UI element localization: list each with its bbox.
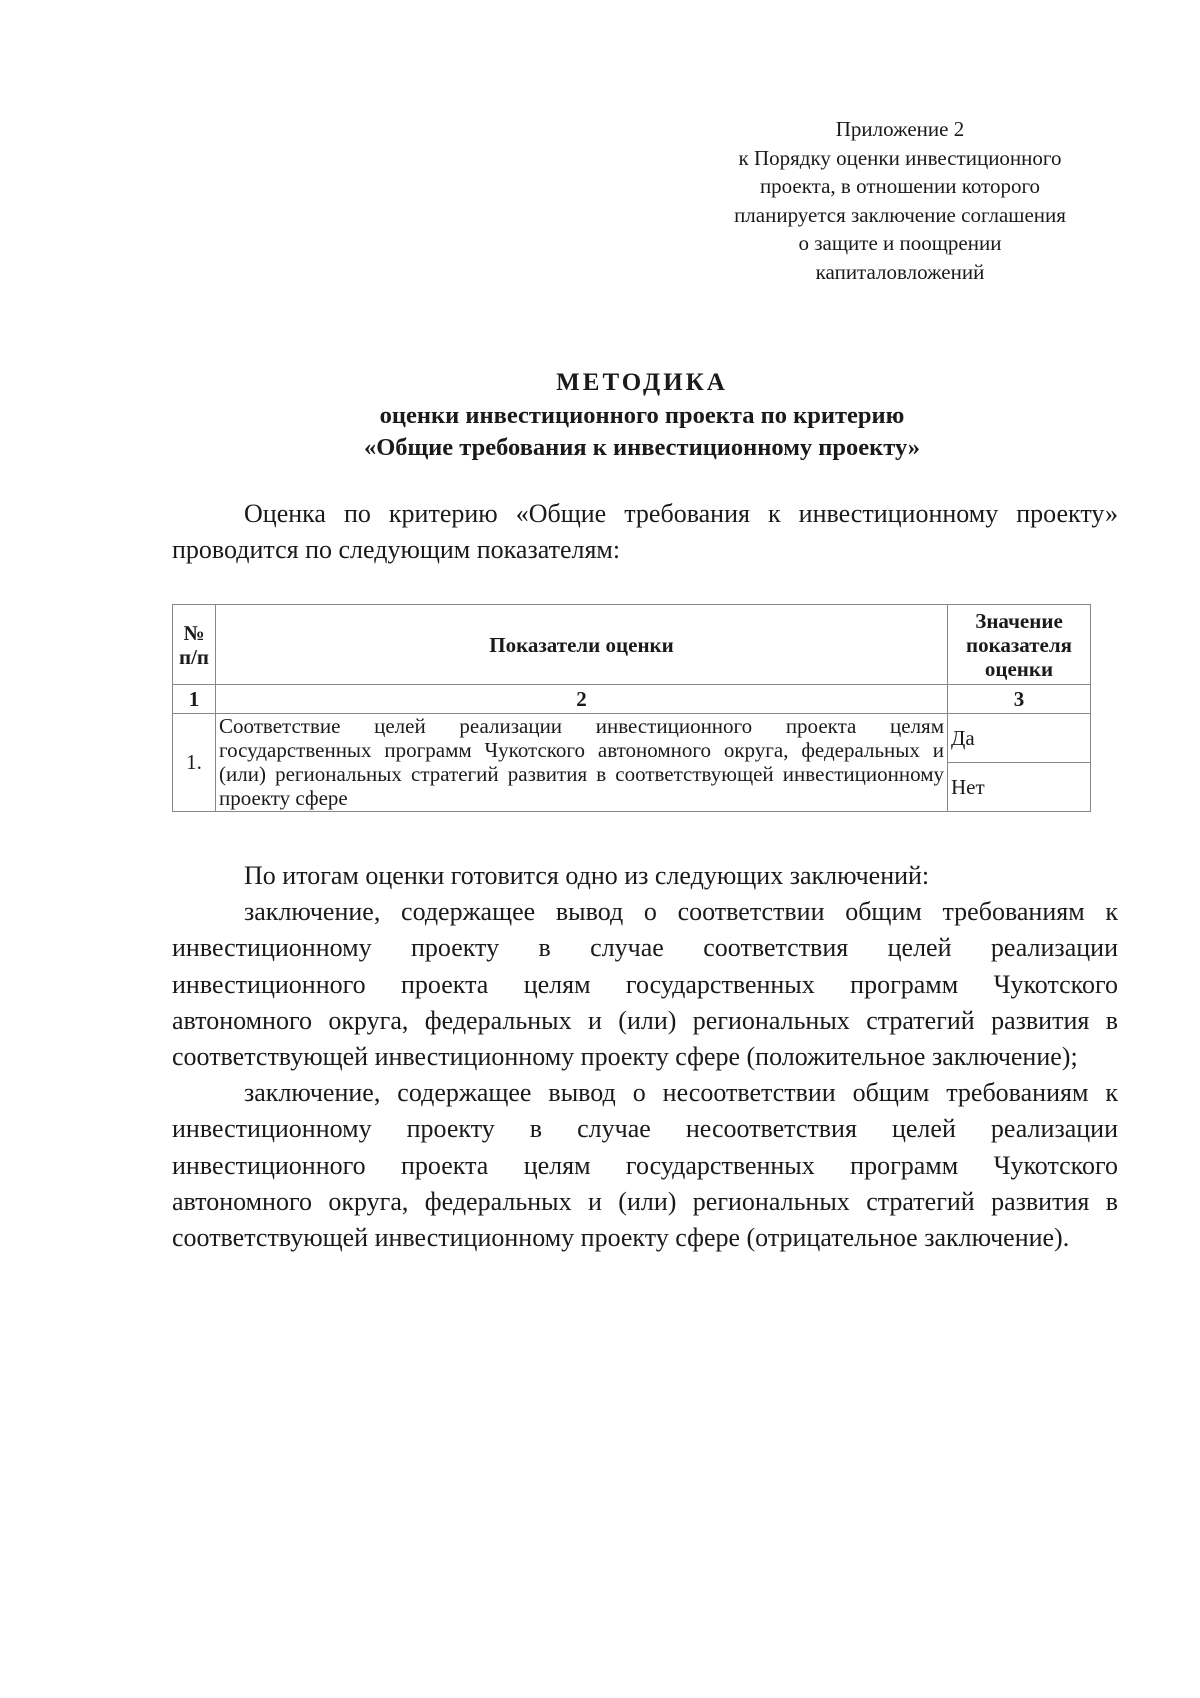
appendix-line: планируется заключение соглашения xyxy=(734,202,1066,227)
appendix-line: капиталовложений xyxy=(815,259,985,284)
appendix-line: Приложение 2 xyxy=(835,117,965,141)
title-subtitle-line: оценки инвестиционного проекта по критерию xyxy=(379,402,905,429)
header-value: Значение показателя оценки xyxy=(948,605,1091,685)
appendix-line: к Порядку оценки инвестиционного xyxy=(738,145,1062,170)
value-yes: Да xyxy=(948,714,1091,763)
value-no: Нет xyxy=(948,763,1091,812)
appendix-header xyxy=(700,115,1100,286)
row-number: 1. xyxy=(173,714,216,812)
appendix-line: проекта, в отношении которого xyxy=(759,174,1041,198)
title-main: МЕТОДИКА xyxy=(556,369,728,396)
header-num: № п/п xyxy=(173,605,216,685)
column-number: 2 xyxy=(216,685,948,714)
table-header-row xyxy=(173,605,1091,685)
indicators-table xyxy=(172,604,1091,812)
column-number: 3 xyxy=(948,685,1091,714)
header-indicator: Показатели оценки xyxy=(216,605,948,685)
appendix-line: о защите и поощрении xyxy=(798,231,1002,255)
indicators-table-container xyxy=(172,604,1090,812)
intro-paragraph: Оценка по критерию «Общие требования к инвестиционному проекту» проводится по следующим показателям: xyxy=(172,499,1118,565)
title-subtitle-line: «Общие требования к инвестиционному проекту» xyxy=(363,434,921,461)
document-title xyxy=(172,366,1112,464)
indicator-text: Соответствие целей реализации инвестиционного проекта целям государственных программ Чукотского автономного округа, федеральных и (или) региональных стратегий развития в соответствующей инвестиционному проекту сфере xyxy=(216,714,948,812)
conclusions-section xyxy=(172,858,1118,1256)
column-number-row xyxy=(173,685,1091,714)
table-row xyxy=(173,714,1091,763)
positive-conclusion: заключение, содержащее вывод о соответствии общим требованиям к инвестиционному проекту в случае соответствия целей реализации инвестиционного проекта целям государственных программ Чукотского автономного округа, федеральных и (или) региональных стратегий развития в соответствующей инвестиционному проекту сфере (положительное заключение); xyxy=(172,897,1118,1072)
negative-conclusion: заключение, содержащее вывод о несоответствии общим требованиям к инвестиционному проекту в случае несоответствия целей реализации инвестиционного проекта целям государственных программ Чукотского автономного округа, федеральных и (или) региональных стратегий развития в соответствующей инвестиционному проекту сфере (отрицательное заключение). xyxy=(172,1078,1118,1253)
column-number: 1 xyxy=(173,685,216,714)
conclusions-lead: По итогам оценки готовится одно из следующих заключений: xyxy=(244,861,930,890)
